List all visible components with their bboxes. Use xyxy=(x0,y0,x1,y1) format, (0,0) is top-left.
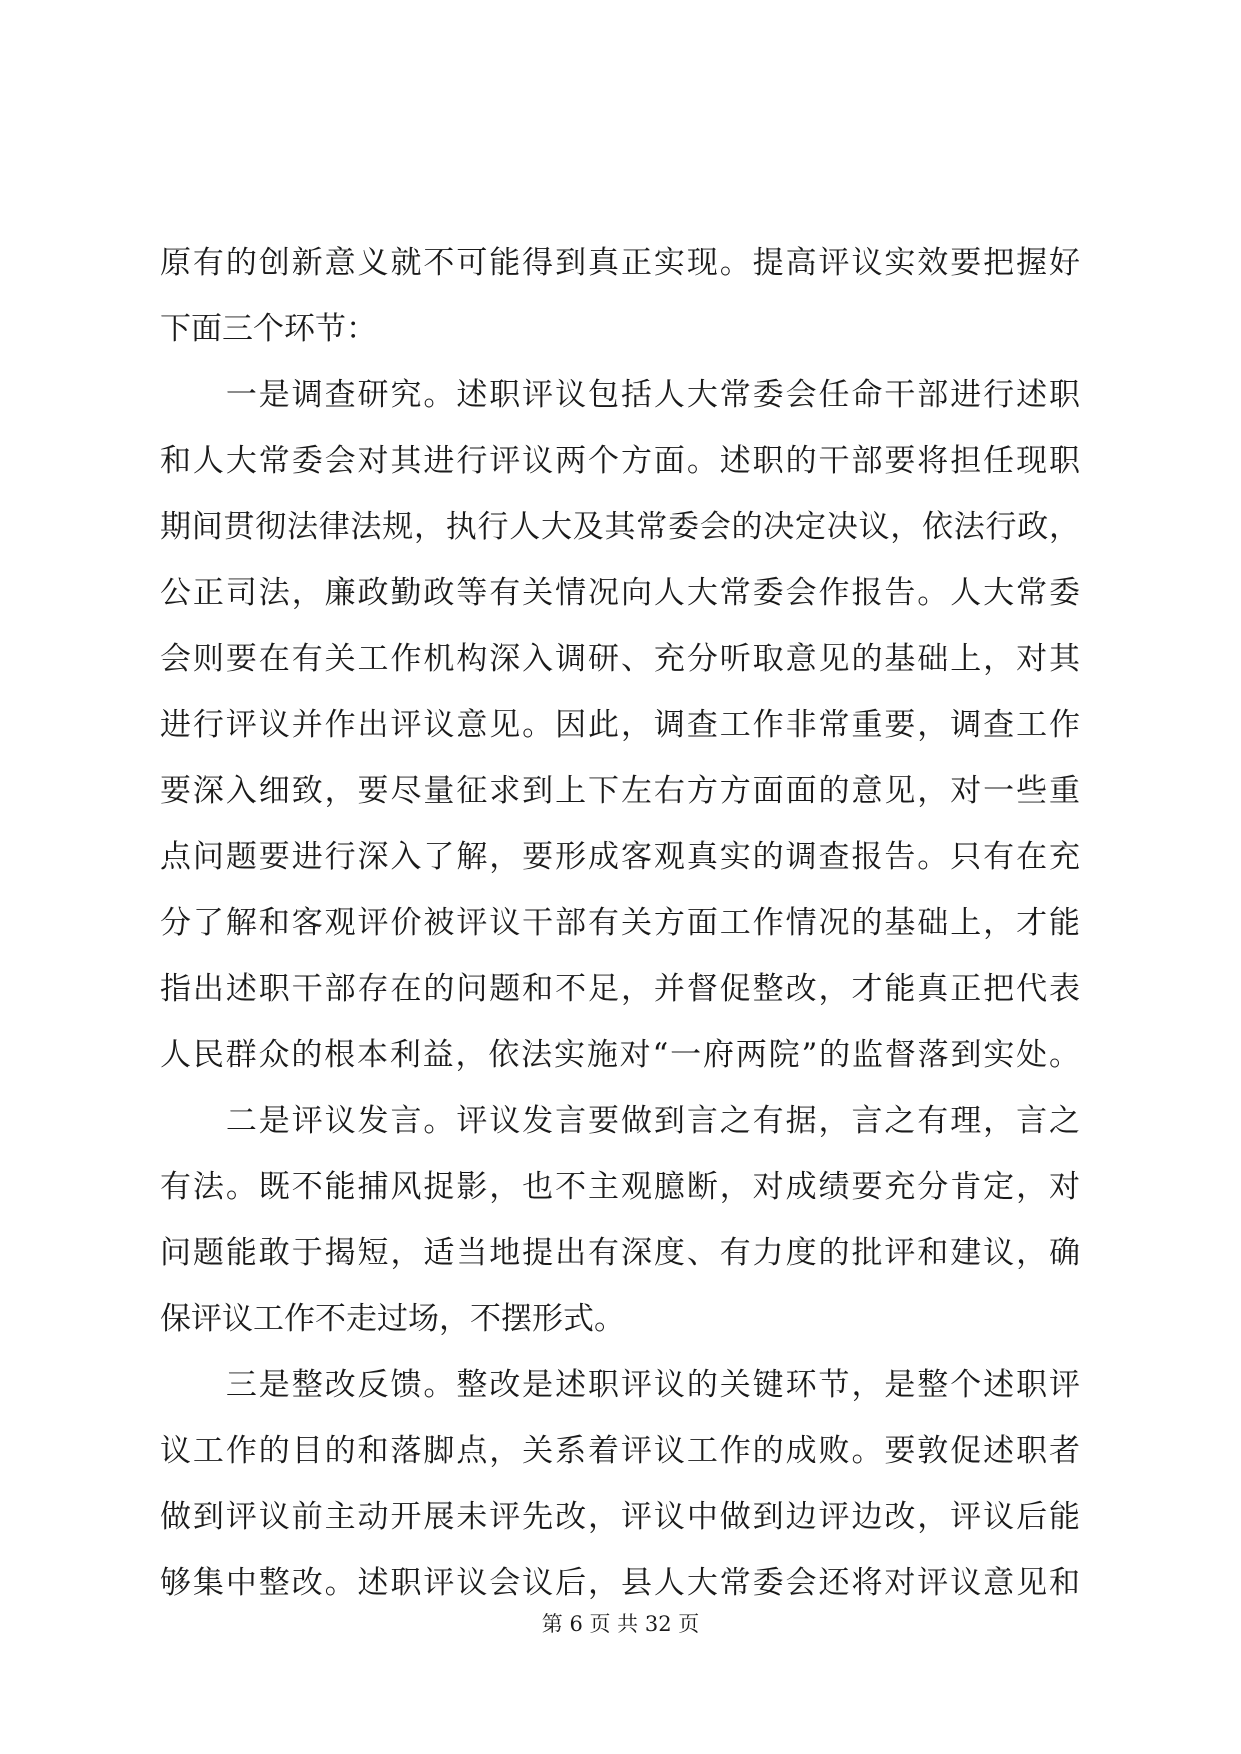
text-line: 问题能敢于揭短，适当地提出有深度、有力度的批评和建议，确 xyxy=(160,1235,1080,1271)
text-line: 议工作的目的和落脚点，关系着评议工作的成败。要敦促述职者 xyxy=(160,1433,1080,1469)
text-line: 二是评议发言。评议发言要做到言之有据，言之有理，言之 xyxy=(160,1103,1080,1139)
text-line: 人民群众的根本利益，依法实施对“一府两院”的监督落到实处。 xyxy=(160,1037,1080,1073)
text-line: 一是调查研究。述职评议包括人大常委会任命干部进行述职 xyxy=(160,377,1080,413)
text-line: 期间贯彻法律法规，执行人大及其常委会的决定决议，依法行政， xyxy=(160,509,1080,545)
text-line: 指出述职干部存在的问题和不足，并督促整改，才能真正把代表 xyxy=(160,971,1080,1007)
text-line: 有法。既不能捕风捉影，也不主观臆断，对成绩要充分肯定，对 xyxy=(160,1169,1080,1205)
text-line: 会则要在有关工作机构深入调研、充分听取意见的基础上，对其 xyxy=(160,641,1080,677)
page-footer: 第 6 页 共 32 页 xyxy=(541,1612,700,1636)
text-line: 点问题要进行深入了解，要形成客观真实的调查报告。只有在充 xyxy=(160,839,1080,875)
text-line: 三是整改反馈。整改是述职评议的关键环节，是整个述职评 xyxy=(160,1367,1080,1403)
text-line: 分了解和客观评价被评议干部有关方面工作情况的基础上，才能 xyxy=(160,905,1080,941)
text-line: 做到评议前主动开展未评先改，评议中做到边评边改，评议后能 xyxy=(160,1499,1080,1535)
text-line: 下面三个环节： xyxy=(160,311,377,347)
text-line: 够集中整改。述职评议会议后，县人大常委会还将对评议意见和 xyxy=(160,1565,1080,1601)
text-line: 进行评议并作出评议意见。因此，调查工作非常重要，调查工作 xyxy=(160,707,1080,743)
text-line: 保评议工作不走过场，不摆形式。 xyxy=(160,1301,625,1337)
document-body xyxy=(160,230,1080,1616)
text-line: 原有的创新意义就不可能得到真正实现。提高评议实效要把握好 xyxy=(160,245,1080,281)
text-line: 要深入细致，要尽量征求到上下左右方方面面的意见，对一些重 xyxy=(160,773,1080,809)
text-line: 和人大常委会对其进行评议两个方面。述职的干部要将担任现职 xyxy=(160,443,1080,479)
text-line: 公正司法，廉政勤政等有关情况向人大常委会作报告。人大常委 xyxy=(160,575,1080,611)
